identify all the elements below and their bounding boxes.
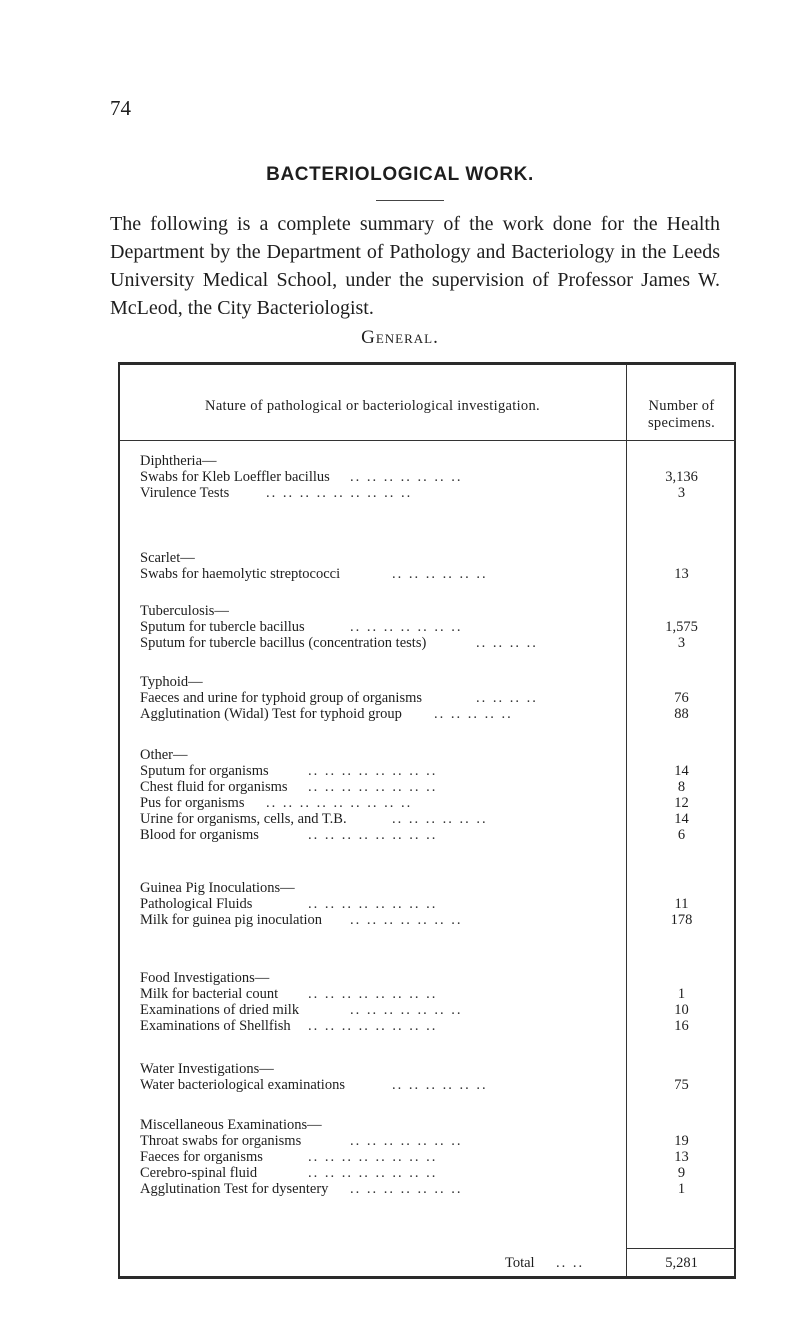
section-title-label: Guinea Pig Inoculations— (140, 880, 295, 896)
row-value: 12 (674, 795, 689, 811)
page-number: 74 (110, 96, 131, 120)
table-row (140, 484, 738, 502)
row-value: 13 (674, 566, 689, 582)
table-row (140, 634, 738, 652)
row-label: Swabs for haemolytic streptococci (140, 566, 341, 582)
dot-leader: .. .. .. .. .. .. .. .. (308, 1149, 438, 1165)
dot-leader: .. .. .. .. (476, 635, 538, 651)
row-value: 9 (677, 1165, 686, 1181)
section-subheading: General. (361, 327, 439, 348)
row-label: Water bacteriological examinations (140, 1077, 345, 1093)
section-title-label: Miscellaneous Examinations— (140, 1117, 322, 1133)
row-value: 1 (677, 1181, 686, 1197)
row-label: Throat swabs for organisms (140, 1133, 302, 1149)
row-label: Sputum for tubercle bacillus (concentration tests) (140, 635, 427, 651)
row-value: 14 (674, 763, 689, 779)
row-value: 16 (674, 1018, 689, 1034)
total-row (140, 1254, 738, 1272)
dot-leader: .. .. .. .. .. .. .. (350, 912, 463, 928)
row-label: Faeces for organisms (140, 1149, 263, 1165)
table-row (140, 565, 738, 583)
dot-leader: .. .. .. .. .. .. .. (350, 1181, 463, 1197)
dot-leader: .. .. .. .. .. .. .. (350, 619, 463, 635)
row-value: 11 (674, 896, 689, 912)
row-value: 1 (677, 986, 686, 1002)
row-value: 178 (670, 912, 693, 928)
row-value: 6 (677, 827, 686, 843)
row-value: 3 (677, 485, 686, 501)
heading-rule (376, 200, 444, 201)
section-title-label: Water Investigations— (140, 1061, 274, 1077)
row-label: Swabs for Kleb Loeffler bacillus (140, 469, 330, 485)
dot-leader: .. .. .. .. .. .. .. .. (308, 779, 438, 795)
row-label: Sputum for organisms (140, 763, 269, 779)
row-label: Examinations of dried milk (140, 1002, 300, 1018)
table-row (140, 826, 738, 844)
header-divider (120, 440, 736, 441)
dot-leader: .. .. .. .. .. .. .. .. (308, 896, 438, 912)
row-label: Agglutination Test for dysentery (140, 1181, 329, 1197)
intro-text: The following is a complete summary of the work done for the Health Department by the Department of Pathology and Bacteriology in the Leeds University Medical School, under the supervision of Professor James W. McLeod, the City Bacteriologist. (110, 213, 720, 319)
row-value: 1,575 (665, 619, 698, 635)
dot-leader: .. .. .. .. .. .. .. .. (308, 986, 438, 1002)
page-heading: BACTERIOLOGICAL WORK. (266, 164, 534, 185)
table-row (140, 1017, 738, 1035)
dot-leader: .. .. .. .. .. .. .. .. (308, 827, 438, 843)
row-label: Virulence Tests (140, 485, 230, 501)
row-label: Blood for organisms (140, 827, 259, 843)
section-title-label: Diphtheria— (140, 453, 217, 469)
row-value: 8 (677, 779, 686, 795)
row-label: Pathological Fluids (140, 896, 253, 912)
dot-leader: .. .. .. .. .. .. .. (350, 469, 463, 485)
section-title-label: Typhoid— (140, 674, 203, 690)
row-label: Chest fluid for organisms (140, 779, 288, 795)
row-value: 75 (674, 1077, 689, 1093)
dot-leader: .. .. (556, 1255, 585, 1271)
section-title-label: Other— (140, 747, 188, 763)
row-label: Pus for organisms (140, 795, 245, 811)
row-label: Milk for bacterial count (140, 986, 279, 1002)
dot-leader: .. .. .. .. .. .. (392, 566, 488, 582)
dot-leader: .. .. .. .. (476, 690, 538, 706)
dot-leader: .. .. .. .. .. .. .. .. (308, 1018, 438, 1034)
row-value: 13 (674, 1149, 689, 1165)
row-label: Milk for guinea pig inoculation (140, 912, 323, 928)
dot-leader: .. .. .. .. .. (434, 706, 513, 722)
dot-leader: .. .. .. .. .. .. .. .. .. (266, 795, 413, 811)
table-row (140, 1076, 738, 1094)
row-value: 19 (674, 1133, 689, 1149)
total-label: Total (505, 1255, 535, 1271)
dot-leader: .. .. .. .. .. .. (392, 811, 488, 827)
section-title-label: Food Investigations— (140, 970, 270, 986)
row-value: 76 (674, 690, 689, 706)
column-header-specimens: Number of specimens. (647, 398, 716, 431)
dot-leader: .. .. .. .. .. .. .. .. (308, 763, 438, 779)
section-title-label: Tuberculosis— (140, 603, 229, 619)
row-value: 14 (674, 811, 689, 827)
dot-leader: .. .. .. .. .. .. .. .. (308, 1165, 438, 1181)
row-value: 3 (677, 635, 686, 651)
row-label: Cerebro-spinal fluid (140, 1165, 258, 1181)
table-row (140, 1180, 738, 1198)
dot-leader: .. .. .. .. .. .. (392, 1077, 488, 1093)
dot-leader: .. .. .. .. .. .. .. (350, 1002, 463, 1018)
row-label: Urine for organisms, cells, and T.B. (140, 811, 347, 827)
total-divider (627, 1248, 736, 1249)
total-value: 5,281 (665, 1255, 698, 1271)
table-row (140, 705, 738, 723)
row-value: 88 (674, 706, 689, 722)
column-header-investigation: Nature of pathological or bacteriological investigation. (205, 398, 540, 414)
dot-leader: .. .. .. .. .. .. .. (350, 1133, 463, 1149)
intro-paragraph (110, 210, 720, 322)
row-label: Faeces and urine for typhoid group of organisms (140, 690, 423, 706)
row-label: Examinations of Shellfish (140, 1018, 291, 1034)
dot-leader: .. .. .. .. .. .. .. .. .. (266, 485, 413, 501)
table-row (140, 911, 738, 929)
row-value: 3,136 (665, 469, 698, 485)
row-label: Agglutination (Widal) Test for typhoid group (140, 706, 402, 722)
row-label: Sputum for tubercle bacillus (140, 619, 305, 635)
section-title-label: Scarlet— (140, 550, 195, 566)
row-value: 10 (674, 1002, 689, 1018)
